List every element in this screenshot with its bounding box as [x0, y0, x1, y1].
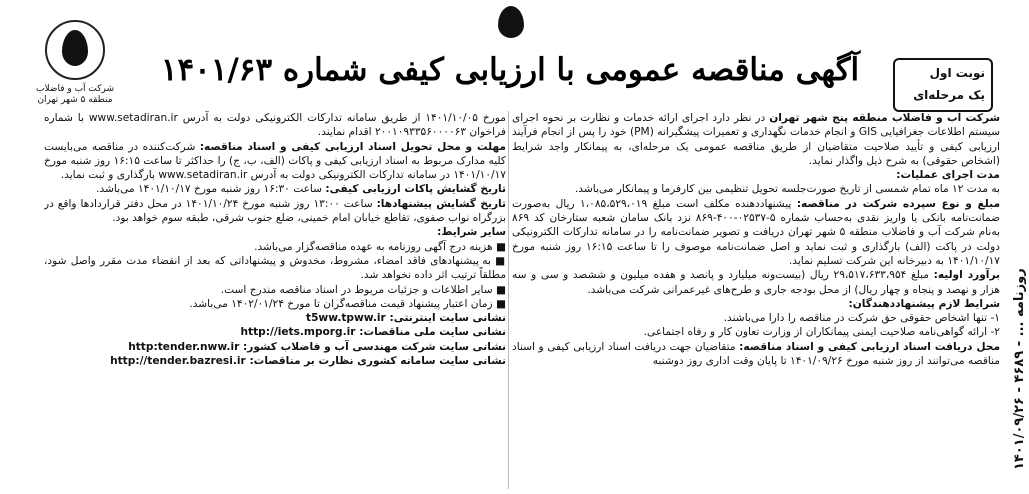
delivery-paragraph: مهلت و محل تحویل اسناد ارزیابی کیفی و اسناد مناقصه: شرکت‌کننده در مناقصه می‌بایست کلیه مدارک مربوط به اسناد ارزیابی کیفی و پاکات (الف، ب، ج) را حداکثر تا ساعت ۱۶:۱۵ روز شنبه مورخ ۱۴۰۱/۱۰/۱۷ در سامانه تدارکات الکترونیکی دولت به آدرس www.setadiran.ir بارگذاری و ثبت نماید.: [44, 140, 506, 182]
condition-1: ■ هزینه درج آگهی روزنامه به عهده مناقصه‌گزار می‌باشد.: [254, 240, 506, 253]
ad-title: آگهی مناقصه عمومی با ارزیابی کیفی شماره ۱۴۰۱/۶۳: [160, 52, 860, 88]
round-label: نوبت اول: [929, 66, 985, 80]
newspaper-issue-note: روزنامه ... - ۴۶۸۹ - ۱۴۰۱/۰۹/۲۶: [1012, 268, 1027, 470]
website-link[interactable]: t5ww.tpww.ir: [306, 312, 386, 325]
tender-oversight-line: نشانی سایت سامانه کشوری نظارت بر مناقصات: http://tender.bazresi.ir: [110, 355, 506, 368]
deposit-paragraph: مبلغ و نوع سپرده شرکت در مناقصه: پیشنهاددهنده مکلف است مبلغ ۱،۰۸۵،۵۲۹،۰۱۹ ریال به‌صورت ضمانت‌نامه بانکی یا واریز نقدی به‌حساب شماره ۵-۰۲۵۳۷-۴۰۰-۸۶۹ نزد بانک سامان شعبه ستارخان کد ۸۶۹ به‌نام شرکت آب و فاضلاب منطقه ۵ شهر تهران دریافت و تصویر ضمانت‌نامه را در سامانه تدارکات الکترونیکی دولت در پاکت (الف) بارگذاری و ثبت نماید و اصل ضمانت‌نامه موصوف را تا ساعت ۱۶:۱۵ روز شنبه مورخ ۱۴۰۱/۱۰/۱۷ به دبیرخانه این شرکت تسلیم نماید.: [512, 197, 1000, 267]
proposal-opening: تاریخ گشایش پیشنهادها: ساعت ۱۳:۰۰ روز شنبه مورخ ۱۴۰۱/۱۰/۲۴ در محل دفتر قراردادها واقع در بزرگراه نواب صفوی، تقاطع خیابان امام خمینی، ضلع جنوب شرقی، طبقه سوم خواهد بود.: [44, 197, 506, 225]
left-column: [44, 111, 506, 491]
round-box: [893, 58, 993, 112]
quality-opening: تاریخ گشایش پاکات ارزیابی کیفی: ساعت ۱۶:۳۰ روز شنبه مورخ ۱۴۰۱/۱۰/۱۷ می‌باشد.: [96, 183, 506, 196]
condition-2: ■ به پیشنهادهای فاقد امضاء، مشروط، مخدوش و پیشنهاداتی که بعد از انقضاء مدت مقرر واصل شود، مطلقاً ترتیب اثر داده نخواهد شد.: [44, 254, 506, 282]
national-tenders-line: نشانی سایت ملی مناقصات: http://iets.mporg.ir: [240, 326, 506, 339]
national-tenders-link[interactable]: http://iets.mporg.ir: [240, 326, 356, 339]
condition-4: ■ زمان اعتبار پیشنهاد قیمت مناقصه‌گران تا مورخ ۱۴۰۲/۰۱/۲۴ می‌باشد.: [189, 297, 506, 310]
right-column: [512, 111, 1000, 491]
intro-paragraph: شرکت آب و فاضلاب منطقه پنج شهر تهران در نظر دارد اجرای ارائه خدمات و نظارت بر نحوه اجرای سیستم اطلاعات جغرافیایی GIS و انجام خدمات نگهداری و تعمیرات پیشگیرانه (PM) خود را پس از انجام فرآیند ارزیابی کیفی و تأیید صلاحیت متقاضیان از طریق مناقصه عمومی یک مرحله‌ای، به پیمانکار واجد شرایط (اشخاص حقوقی) به شرح ذیل واگذار نماید.: [512, 112, 1000, 167]
estimate-paragraph: برآورد اولیه: مبلغ ۲۹،۵۱۷،۶۳۳،۹۵۴ ریال (بیست‌ونه میلیارد و پانصد و هفده میلیون و ششصد و سی و سه هزار و نهصد و پنجاه و چهار ریال) از محل بودجه جاری و طرح‌های غیرعمرانی شرکت می‌باشد.: [512, 269, 1000, 296]
logo-caption: شرکت آب و فاضلاب منطقه ۵ شهر تهران: [35, 84, 115, 105]
company-logo: [30, 20, 120, 120]
water-drop-logo-icon: [45, 20, 105, 80]
requirements-heading: شرایط لازم پیشنهاددهندگان:: [848, 297, 1000, 310]
column-divider: [508, 111, 509, 489]
water-engineering-link[interactable]: http:tender.nww.ir: [128, 340, 240, 353]
stage-label: یک مرحله‌ای: [913, 88, 985, 102]
requirement-1: ۱- تنها اشخاص حقوقی حق شرکت در مناقصه را دارا می‌باشند.: [723, 312, 1000, 325]
water-engineering-line: نشانی سایت شرکت مهندسی آب و فاضلاب کشور: http:tender.nww.ir: [128, 340, 506, 353]
other-conditions-heading: سایر شرایط:: [437, 226, 506, 239]
duration-text: به مدت ۱۲ ماه تمام شمسی از تاریخ صورت‌جلسه تحویل تنظیمی بین کارفرما و پیمانکار می‌باشد.: [574, 183, 1000, 196]
website-line: نشانی سایت اینترنتی: t5ww.tpww.ir: [306, 312, 506, 325]
requirement-2: ۲- ارائه گواهی‌نامه صلاحیت ایمنی پیمانکاران از وزارت تعاون کار و رفاه اجتماعی.: [643, 326, 1000, 339]
water-drop-icon: [498, 6, 524, 38]
receive-continued: مورخ ۱۴۰۱/۱۰/۰۵ از طریق سامانه تدارکات الکترونیکی دولت به آدرس www.setadiran.ir با شماره فراخوان ۲۰۰۱۰۹۳۳۵۶۰۰۰۰۶۳ اقدام نمایند.: [44, 112, 506, 139]
condition-3: ■ سایر اطلاعات و جزئیات مربوط در اسناد مناقصه مندرج است.: [220, 283, 506, 296]
tender-oversight-link[interactable]: http://tender.bazresi.ir: [110, 355, 246, 368]
receive-paragraph: محل دریافت اسناد ارزیابی کیفی و اسناد مناقصه: متقاضیان جهت دریافت اسناد ارزیابی کیفی و اسناد مناقصه می‌توانند از روز شنبه مورخ ۱۴۰۱/۰۹/۲۶ تا پایان وقت اداری روز دوشنبه: [512, 340, 1000, 368]
duration-heading: مدت اجرای عملیات:: [896, 169, 1000, 182]
